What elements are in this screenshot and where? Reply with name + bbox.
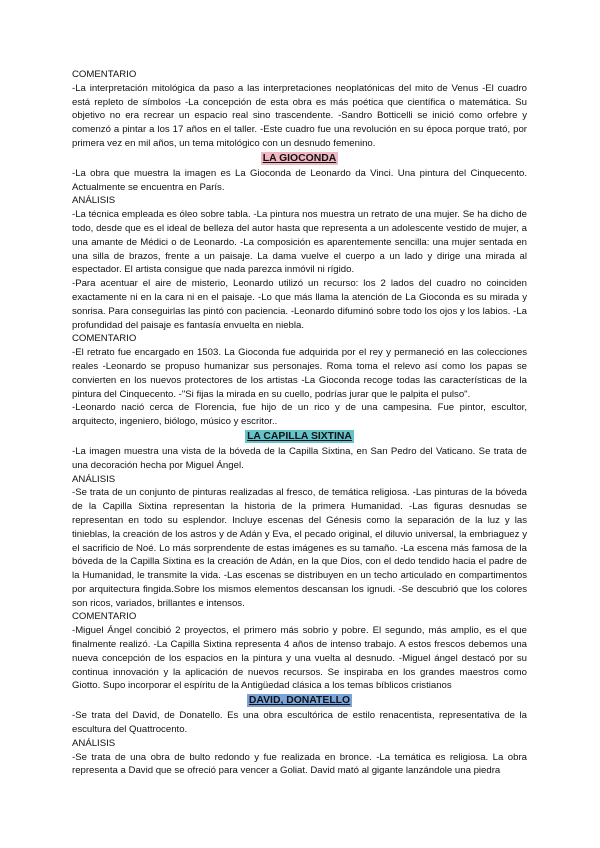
gioconda-comentario-label: COMENTARIO xyxy=(72,333,137,345)
gioconda-analisis-paragraph-2: -Para acentuar el aire de misterio, Leonardo utilizó un recurso: los 2 lados del cuadro no coinciden exactamente ni en la cara ni en el paisaje. -Lo que más llama la atención de La Gioconda es su mirada y sonrisa. Para conseguirlas las pintó con paciencia. -Leonardo difuminó sobre todo los ojos y los labios. -La profundidad del paisaje es fantasía envuelta en niebla. xyxy=(72,278,527,331)
gioconda-analisis-label: ANÁLISIS xyxy=(72,195,116,207)
gioconda-title: LA GIOCONDA xyxy=(262,152,337,164)
sixtina-comentario-paragraph: -Miguel Ángel concibió 2 proyectos, el primero más sobrio y pobre. El segundo, más amplio, es el que finalmente realizó. -La Capilla Sixtina representa 4 años de intenso trabajo. A estos frescos debemos una nueva concepción de los espacios en la pintura y una vuelta al desnudo. -Miguel ángel destacó por su continua innovación y la aplicación de nuevos recursos. Se inspiraba en los grandes maestros como Giotto. Supo incorporar el espíritu de la Antigüedad clásica a los temas bíblicos cristianos xyxy=(72,625,527,692)
sixtina-analisis-label: ANÁLISIS xyxy=(72,473,116,485)
section-heading-gioconda xyxy=(72,151,527,167)
gioconda-comentario-paragraph-1: -El retrato fue encargado en 1503. La Gioconda fue adquirida por el rey y permaneció en las colecciones reales -Leonardo se propuso humanizar sus personajes. Roma toma el relevo así como los papas se convierten en los nuevos protectores de los artistas -La Gioconda recoge todas las características de la pintura del Cinquecento. -"Si fijas la mirada en su cuello, podrías jurar que le palpita el pulso". xyxy=(72,347,527,400)
comentario-label: COMENTARIO xyxy=(72,69,137,80)
section-heading-david xyxy=(72,693,527,709)
comentario-paragraph: -La interpretación mitológica da paso a las interpretaciones neoplatónicas del mito de Venus -El cuadro está repleto de símbolos -La concepción de esta obra es más poética que científica o matemática. Su objetivo no era recrear un espacio real sino trascendente. -Sandro Botticelli se inició como orfebre y comenzó a pintar a los 17 años en el taller. -Este cuadro fue una revolución en su época porque trató, por primera vez en mil años, un tema mitológico con un desnudo femenino. xyxy=(72,82,527,149)
david-intro: -Se trata del David, de Donatello. Es una obra escultórica de estilo renacentista, representativa de la escultura del Quattrocento. xyxy=(72,710,527,736)
document-body xyxy=(72,68,527,778)
gioconda-comentario-paragraph-2: -Leonardo nació cerca de Florencia, fue hijo de un rico y de una campesina. Fue pintor, escultor, arquitecto, ingeniero, biólogo, músico y escritor.. xyxy=(72,402,527,428)
david-analisis-label: ANÁLISIS xyxy=(72,737,116,749)
gioconda-analisis-paragraph-1: -La técnica empleada es óleo sobre tabla. -La pintura nos muestra un retrato de una mujer. Se ha dicho de todo, desde que es el ideal de belleza del autor hasta que representa a un adolescente vestido de mujer, a una amante de Médici o de Leonardo. -La composición es aparentemente sencilla: una mujer sentada en una silla de brazos, frente a un paisaje. La dama vuelve el cuerpo a un lado y dirige una mirada al espectador. El artista consigue que nada parezca inmóvil ni rígido. xyxy=(72,209,527,276)
gioconda-intro: -La obra que muestra la imagen es La Gioconda de Leonardo da Vinci. Una pintura del Cinquecento. Actualmente se encuentra en París. xyxy=(72,167,527,193)
david-title: DAVID, DONATELLO xyxy=(248,695,351,707)
section-heading-sixtina xyxy=(72,429,527,445)
sixtina-intro: -La imagen muestra una vista de la bóveda de la Capilla Sixtina, en San Pedro del Vaticano. Se trata de una decoración hecha por Miguel Ángel. xyxy=(72,445,527,471)
david-analisis-paragraph: -Se trata de una obra de bulto redondo y fue realizada en bronce. -La temática es religiosa. La obra representa a David que se ofreció para vencer a Goliat. David mató al gigante lanzándole una piedra xyxy=(72,751,527,777)
sixtina-title: LA CAPILLA SIXTINA xyxy=(247,430,352,442)
sixtina-analisis-paragraph: -Se trata de un conjunto de pinturas realizadas al fresco, de temática religiosa. -Las pinturas de la bóveda de la Capilla Sixtina representan la historia de la primera Humanidad. -Las figuras desnudas se representan en todo su esplendor. Incluye escenas del Génesis como la separación de la luz y las tinieblas, la creación de los astros y de Adán y Eva, el pecado original, el diluvio universal, la embriaguez y el sacrificio de Noé. Lo más sorprendente de estas imágenes es su tamaño. -La escena más famosa de la bóveda de la Capilla Sixtina es la creación de Adán, en la que Dios, con el dedo tendido hacia el padre de la Humanidad, le transmite la vida. -Las escenas se distribuyen en un techo articulado en compartimentos por arquitectura fingida.Sobre los mismos elementos descansan los ignudi. -Se descubrió que los colores son ricos, variados, brillantes e intensos. xyxy=(72,487,527,609)
sixtina-comentario-label: COMENTARIO xyxy=(72,611,137,623)
